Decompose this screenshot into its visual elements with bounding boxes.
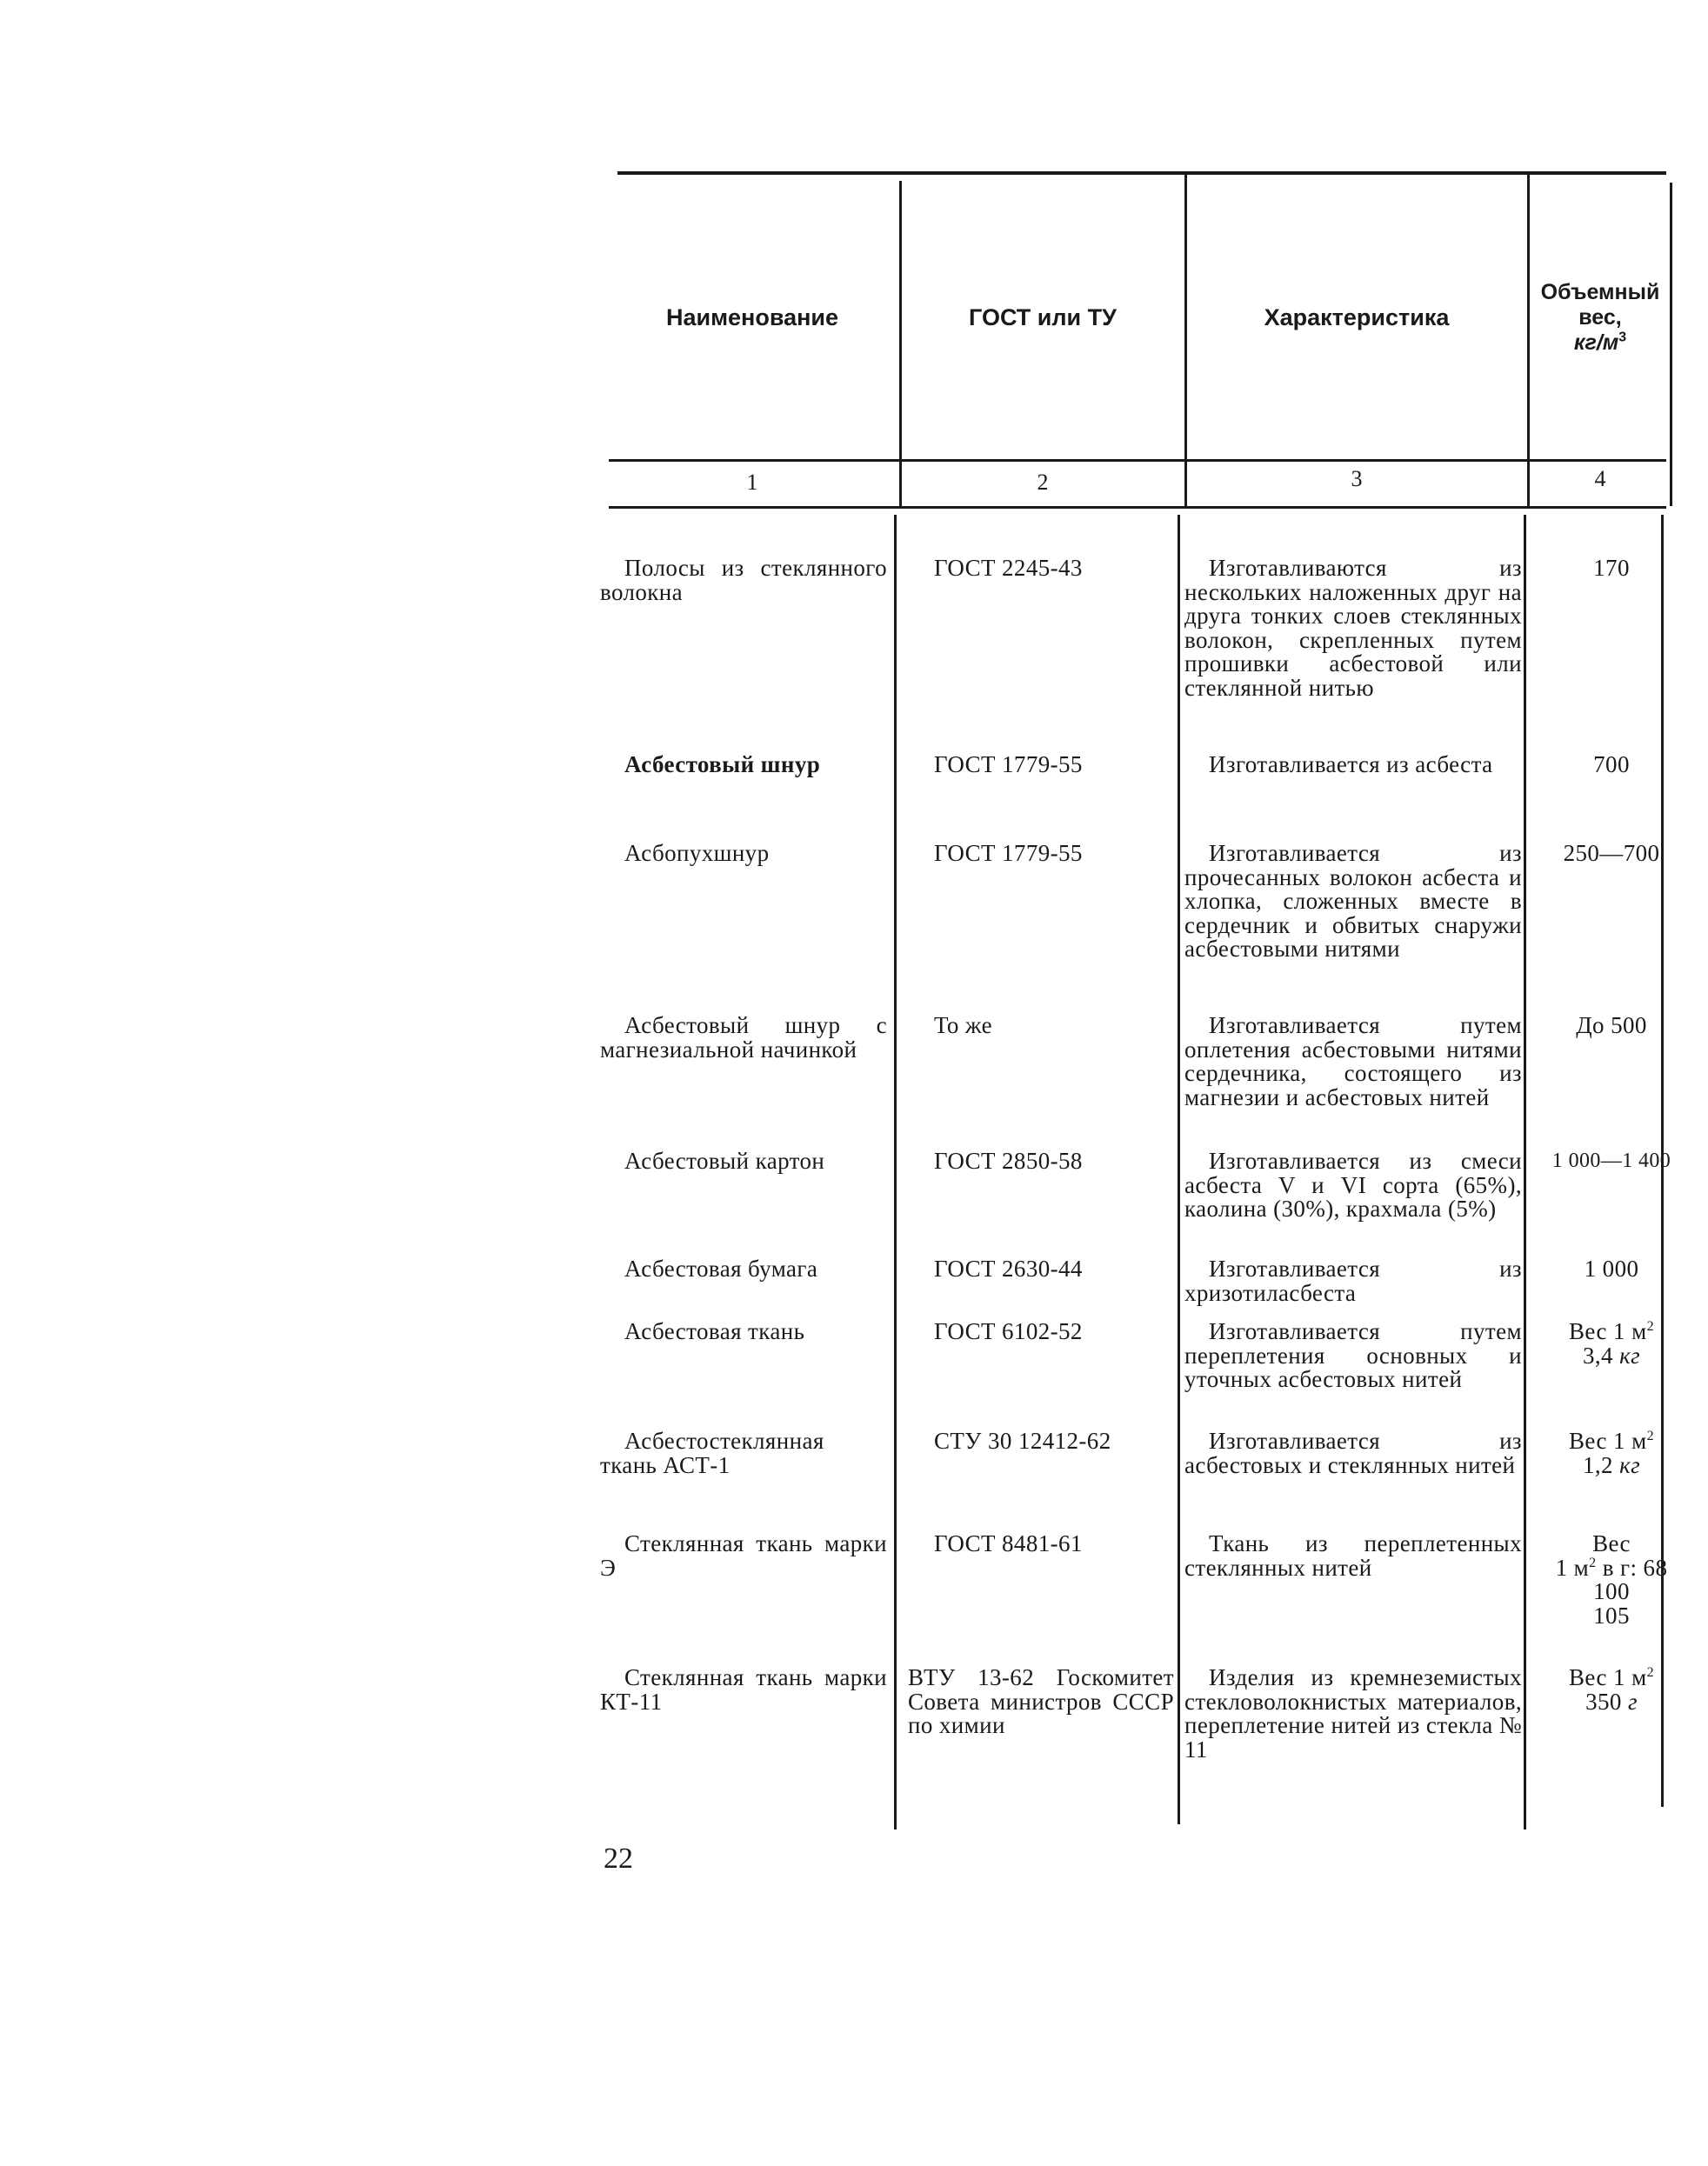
header-divider-1 xyxy=(899,181,902,506)
row6-standard: ГОСТ 2630-44 xyxy=(934,1256,1083,1282)
row4-standard: То же xyxy=(934,1012,992,1038)
header-weight-line2: вес, xyxy=(1578,304,1622,330)
row5-weight: 1 000—1 400 xyxy=(1551,1150,1671,1172)
row10-weight-label: Вес 1 м xyxy=(1569,1664,1647,1690)
row3-name: Асбопухшнур xyxy=(624,840,770,866)
row8-standard: СТУ 30 12412-62 xyxy=(934,1428,1111,1454)
row5-standard: ГОСТ 2850-58 xyxy=(934,1148,1083,1174)
row7-weight-line1 xyxy=(1529,1320,1694,1344)
row9-description: Ткань из переплетенных стеклянных нитей xyxy=(1184,1530,1522,1581)
row1-description: Изготавливаются из нескольких наложенных друг на друга тонких слоев стеклянных волокон, скрепленных путем прошивки асбестовой или стеклянной нитью xyxy=(1184,555,1522,701)
number-row-rule xyxy=(609,506,1666,509)
header-standard xyxy=(903,261,1183,374)
row8-weight-line2 xyxy=(1529,1451,1694,1478)
row3-standard: ГОСТ 1779-55 xyxy=(934,840,1083,866)
table-top-rule xyxy=(617,171,1666,175)
row10-name: Стеклянная ткань марки КТ-11 xyxy=(600,1664,887,1715)
header-weight-unit-sup: 3 xyxy=(1618,330,1627,345)
row8-weight-line1 xyxy=(1529,1430,1694,1454)
row7-description: Изготавливается путем переплетения основных и уточных асбестовых нитей xyxy=(1184,1318,1522,1392)
header-bottom-rule xyxy=(609,459,1666,462)
row7-name: Асбестовая ткань xyxy=(624,1318,805,1344)
row2-description: Изготавливается из асбеста xyxy=(1209,751,1493,777)
row4-weight: До 500 xyxy=(1576,1012,1647,1038)
row8-weight-label: Вес 1 м xyxy=(1569,1428,1647,1454)
row9-weight-line2 xyxy=(1529,1556,1694,1581)
row6-description: Изготавливается из хризотиласбеста xyxy=(1184,1256,1522,1306)
row10-description: Изделия из кремнеземистых стекловолокнистых материалов, переплетение нитей из стекла № 11 xyxy=(1184,1664,1522,1763)
row5-name: Асбестовый картон xyxy=(624,1148,825,1174)
row2-weight: 700 xyxy=(1593,751,1630,777)
row9-weight-sup: 2 xyxy=(1589,1555,1597,1570)
row7-weight-unit: кг xyxy=(1619,1342,1641,1369)
column-number-2: 2 xyxy=(1037,470,1049,495)
header-divider-2 xyxy=(1184,174,1187,506)
row9-standard: ГОСТ 8481-61 xyxy=(934,1530,1083,1556)
header-standard-text: ГОСТ или ТУ xyxy=(969,303,1117,330)
row8-description: Изготавливается из асбестовых и стеклянных нитей xyxy=(1184,1428,1522,1478)
row7-weight-sup: 2 xyxy=(1646,1319,1654,1334)
header-weight-unit: кг/м xyxy=(1573,330,1619,355)
header-name xyxy=(609,261,896,374)
row10-weight-unit: г xyxy=(1627,1688,1638,1715)
row8-weight-unit: кг xyxy=(1619,1451,1641,1478)
header-weight-line1: Объемный xyxy=(1540,279,1660,304)
row9-weight-area: 1 м xyxy=(1555,1554,1590,1581)
row1-standard: ГОСТ 2245-43 xyxy=(934,555,1083,581)
row10-weight-sup: 2 xyxy=(1646,1665,1654,1680)
row8-weight-value: 1,2 xyxy=(1582,1451,1613,1478)
row6-weight: 1 000 xyxy=(1584,1256,1639,1282)
row6-name: Асбестовая бумага xyxy=(624,1256,818,1282)
row1-name: Полосы из стеклянного волокна xyxy=(600,555,887,605)
row4-description: Изготавливается путем оплетения асбестовыми нитями сердечника, состоящего из магнезии и асбестовых нитей xyxy=(1184,1012,1522,1110)
row9-weight-unit-value: в г: 68 xyxy=(1596,1554,1668,1581)
header-description xyxy=(1188,261,1525,374)
row7-weight-label: Вес 1 м xyxy=(1569,1318,1647,1344)
row10-weight-line2 xyxy=(1529,1690,1694,1715)
row10-weight xyxy=(1529,1666,1694,1714)
row8-weight-sup: 2 xyxy=(1646,1429,1654,1443)
header-weight-line3 xyxy=(1541,330,1660,356)
row10-standard: ВТУ 13-62 Госкомитет Совета министров СССР по химии xyxy=(908,1664,1174,1738)
row3-weight: 250—700 xyxy=(1563,840,1660,866)
column-number-4: 4 xyxy=(1594,466,1606,491)
header-divider-3 xyxy=(1527,174,1530,506)
row5-description: Изготавливается из смеси асбеста V и VI сорта (65%), каолина (30%), крахмала (5%) xyxy=(1184,1148,1522,1222)
row9-name: Стеклянная ткань марки Э xyxy=(600,1530,887,1581)
row10-weight-line1 xyxy=(1529,1666,1694,1690)
body-divider-1 xyxy=(894,515,897,1829)
row3-description: Изготавливается из прочесанных волокон асбеста и хлопка, сложенных вместе в сердечник и обвитых снаружи асбестовыми нитями xyxy=(1184,840,1522,962)
row1-weight: 170 xyxy=(1593,555,1630,581)
row2-name: Асбестовый шнур xyxy=(624,751,821,777)
row9-weight-line3: 100 xyxy=(1593,1578,1630,1604)
header-weight xyxy=(1531,261,1670,374)
header-weight-text xyxy=(1541,280,1660,356)
row4-name: Асбестовый шнур с магнезиальной начинкой xyxy=(600,1012,887,1063)
row9-weight-line4: 105 xyxy=(1593,1602,1630,1629)
row8-weight xyxy=(1529,1430,1694,1477)
header-divider-4 xyxy=(1670,183,1672,506)
header-description-text: Характеристика xyxy=(1264,303,1450,330)
row7-weight-value: 3,4 xyxy=(1582,1342,1613,1369)
row7-standard: ГОСТ 6102-52 xyxy=(934,1318,1083,1344)
row8-name: Асбестостеклянная ткань АСТ-1 xyxy=(600,1428,824,1478)
page-number: 22 xyxy=(604,1843,633,1875)
row9-weight xyxy=(1529,1532,1694,1628)
column-number-1: 1 xyxy=(746,470,758,495)
row10-weight-value: 350 xyxy=(1585,1688,1622,1715)
row7-weight-line2 xyxy=(1529,1344,1694,1369)
row9-weight-line1: Вес xyxy=(1592,1530,1631,1556)
header-name-text: Наименование xyxy=(665,303,839,330)
row2-standard: ГОСТ 1779-55 xyxy=(934,751,1083,777)
row7-weight xyxy=(1529,1320,1694,1368)
body-divider-3 xyxy=(1524,515,1526,1829)
column-number-3: 3 xyxy=(1351,466,1363,491)
